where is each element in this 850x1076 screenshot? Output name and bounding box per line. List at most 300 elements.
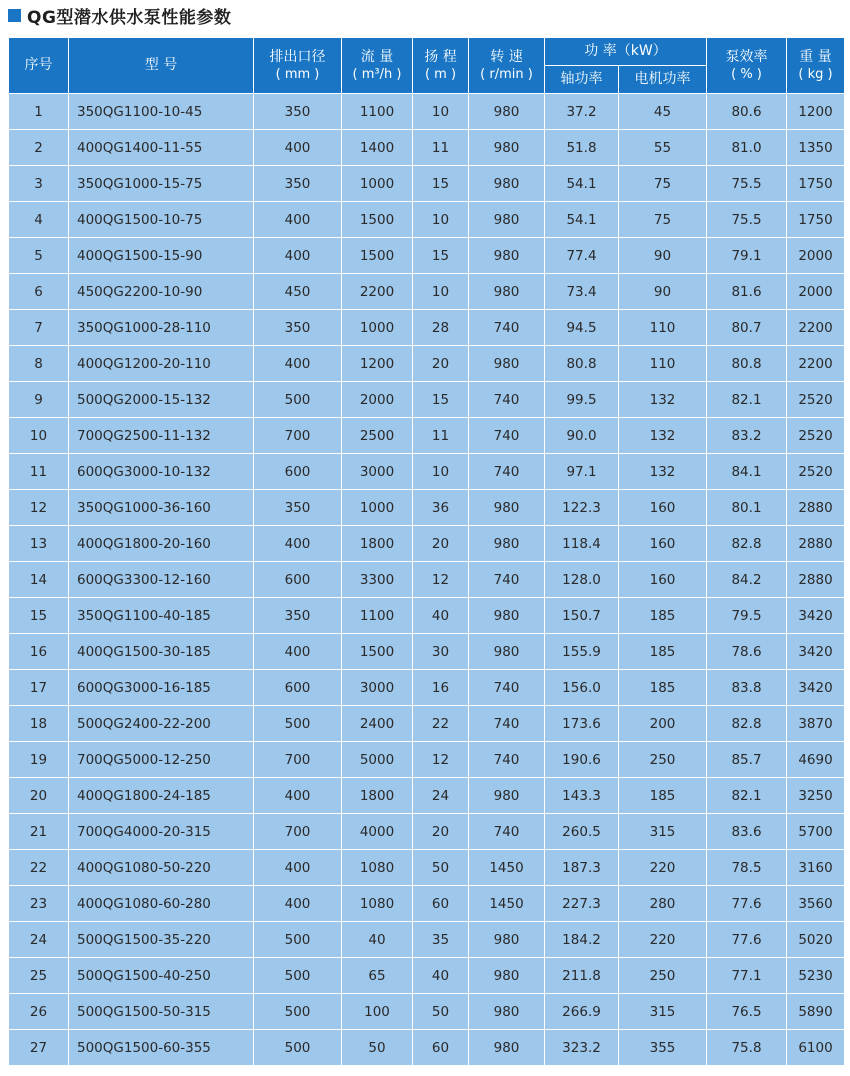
- table-body: [9, 94, 845, 1066]
- cell-weight: 4690: [787, 742, 845, 778]
- cell-speed: 1450: [469, 850, 545, 886]
- cell-outlet: 400: [254, 202, 342, 238]
- cell-weight: 5890: [787, 994, 845, 1030]
- cell-motor-power: 185: [619, 778, 707, 814]
- header-speed-unit: ( r/min ): [480, 66, 533, 82]
- cell-weight: 3420: [787, 598, 845, 634]
- cell-efficiency: 83.8: [707, 670, 787, 706]
- cell-model: 400QG1200-20-110: [69, 346, 254, 382]
- header-outlet-label: 排出口径: [269, 48, 326, 65]
- cell-weight: 1350: [787, 130, 845, 166]
- cell-head: 30: [413, 634, 469, 670]
- cell-speed: 980: [469, 274, 545, 310]
- cell-flow: 2000: [342, 382, 413, 418]
- cell-no: 12: [9, 490, 69, 526]
- cell-model: 500QG1500-40-250: [69, 958, 254, 994]
- cell-speed: 740: [469, 742, 545, 778]
- cell-flow: 1080: [342, 850, 413, 886]
- cell-shaft-power: 266.9: [545, 994, 619, 1030]
- cell-model: 450QG2200-10-90: [69, 274, 254, 310]
- header-head: [413, 38, 469, 94]
- cell-weight: 2000: [787, 274, 845, 310]
- cell-model: 400QG1500-15-90: [69, 238, 254, 274]
- header-weight: [787, 38, 845, 94]
- cell-speed: 980: [469, 922, 545, 958]
- cell-efficiency: 75.5: [707, 202, 787, 238]
- cell-head: 10: [413, 454, 469, 490]
- cell-model: 400QG1800-24-185: [69, 778, 254, 814]
- cell-weight: 3420: [787, 670, 845, 706]
- cell-shaft-power: 323.2: [545, 1030, 619, 1066]
- cell-flow: 3000: [342, 454, 413, 490]
- cell-outlet: 500: [254, 382, 342, 418]
- table-row: [9, 706, 845, 742]
- cell-outlet: 400: [254, 526, 342, 562]
- cell-model: 700QG5000-12-250: [69, 742, 254, 778]
- cell-efficiency: 82.1: [707, 778, 787, 814]
- cell-weight: 2520: [787, 418, 845, 454]
- cell-motor-power: 132: [619, 454, 707, 490]
- performance-table: [8, 37, 845, 1066]
- header-outlet-unit: ( mm ): [275, 66, 320, 82]
- cell-no: 27: [9, 1030, 69, 1066]
- cell-no: 5: [9, 238, 69, 274]
- cell-efficiency: 83.2: [707, 418, 787, 454]
- cell-outlet: 500: [254, 994, 342, 1030]
- cell-speed: 980: [469, 598, 545, 634]
- cell-efficiency: 78.5: [707, 850, 787, 886]
- header-flow: [342, 38, 413, 94]
- header-shaft-power: 轴功率: [545, 66, 619, 94]
- cell-shaft-power: 150.7: [545, 598, 619, 634]
- cell-motor-power: 110: [619, 346, 707, 382]
- cell-speed: 740: [469, 310, 545, 346]
- header-efficiency-label: 泵效率: [725, 48, 768, 65]
- cell-outlet: 350: [254, 166, 342, 202]
- header-flow-label: 流 量: [360, 48, 394, 65]
- header-weight-label: 重 量: [799, 48, 832, 65]
- cell-outlet: 400: [254, 850, 342, 886]
- cell-head: 10: [413, 94, 469, 130]
- cell-shaft-power: 118.4: [545, 526, 619, 562]
- cell-no: 23: [9, 886, 69, 922]
- table-row: [9, 814, 845, 850]
- cell-flow: 1800: [342, 778, 413, 814]
- cell-head: 60: [413, 886, 469, 922]
- cell-weight: 2880: [787, 526, 845, 562]
- cell-weight: 5700: [787, 814, 845, 850]
- cell-model: 500QG2000-15-132: [69, 382, 254, 418]
- cell-weight: 2880: [787, 562, 845, 598]
- table-row: [9, 382, 845, 418]
- cell-outlet: 500: [254, 922, 342, 958]
- cell-shaft-power: 260.5: [545, 814, 619, 850]
- cell-flow: 65: [342, 958, 413, 994]
- cell-head: 28: [413, 310, 469, 346]
- cell-speed: 740: [469, 418, 545, 454]
- cell-flow: 1500: [342, 634, 413, 670]
- cell-speed: 980: [469, 958, 545, 994]
- cell-no: 24: [9, 922, 69, 958]
- cell-head: 22: [413, 706, 469, 742]
- cell-head: 11: [413, 130, 469, 166]
- cell-head: 10: [413, 202, 469, 238]
- cell-head: 11: [413, 418, 469, 454]
- table-row: [9, 598, 845, 634]
- cell-motor-power: 90: [619, 274, 707, 310]
- cell-no: 25: [9, 958, 69, 994]
- cell-motor-power: 55: [619, 130, 707, 166]
- cell-flow: 3300: [342, 562, 413, 598]
- cell-motor-power: 250: [619, 958, 707, 994]
- cell-head: 50: [413, 850, 469, 886]
- cell-outlet: 700: [254, 418, 342, 454]
- table-row: [9, 94, 845, 130]
- cell-shaft-power: 51.8: [545, 130, 619, 166]
- cell-weight: 3870: [787, 706, 845, 742]
- cell-shaft-power: 128.0: [545, 562, 619, 598]
- cell-motor-power: 110: [619, 310, 707, 346]
- cell-no: 10: [9, 418, 69, 454]
- cell-model: 600QG3000-16-185: [69, 670, 254, 706]
- cell-speed: 740: [469, 670, 545, 706]
- cell-efficiency: 75.8: [707, 1030, 787, 1066]
- table-row: [9, 994, 845, 1030]
- table-row: [9, 166, 845, 202]
- cell-motor-power: 45: [619, 94, 707, 130]
- cell-shaft-power: 184.2: [545, 922, 619, 958]
- cell-model: 400QG1080-50-220: [69, 850, 254, 886]
- cell-shaft-power: 54.1: [545, 166, 619, 202]
- cell-efficiency: 75.5: [707, 166, 787, 202]
- cell-no: 2: [9, 130, 69, 166]
- header-weight-unit: ( kg ): [798, 66, 833, 82]
- table-row: [9, 130, 845, 166]
- cell-shaft-power: 90.0: [545, 418, 619, 454]
- cell-weight: 3560: [787, 886, 845, 922]
- cell-weight: 3250: [787, 778, 845, 814]
- cell-speed: 980: [469, 238, 545, 274]
- cell-speed: 980: [469, 94, 545, 130]
- cell-flow: 100: [342, 994, 413, 1030]
- cell-weight: 2520: [787, 454, 845, 490]
- cell-motor-power: 185: [619, 670, 707, 706]
- cell-no: 9: [9, 382, 69, 418]
- cell-shaft-power: 97.1: [545, 454, 619, 490]
- cell-head: 15: [413, 238, 469, 274]
- cell-outlet: 400: [254, 634, 342, 670]
- cell-efficiency: 79.1: [707, 238, 787, 274]
- cell-speed: 740: [469, 562, 545, 598]
- cell-weight: 1750: [787, 202, 845, 238]
- cell-efficiency: 80.6: [707, 94, 787, 130]
- cell-speed: 740: [469, 382, 545, 418]
- cell-no: 3: [9, 166, 69, 202]
- table-row: [9, 418, 845, 454]
- table-row: [9, 886, 845, 922]
- cell-efficiency: 82.8: [707, 706, 787, 742]
- page-title: QG型潜水供水泵性能参数: [27, 7, 232, 28]
- cell-outlet: 400: [254, 778, 342, 814]
- cell-speed: 980: [469, 166, 545, 202]
- cell-efficiency: 78.6: [707, 634, 787, 670]
- cell-speed: 980: [469, 994, 545, 1030]
- header-outlet: [254, 38, 342, 94]
- cell-motor-power: 160: [619, 526, 707, 562]
- cell-outlet: 700: [254, 814, 342, 850]
- cell-motor-power: 200: [619, 706, 707, 742]
- cell-flow: 50: [342, 1030, 413, 1066]
- cell-flow: 2500: [342, 418, 413, 454]
- table-row: [9, 346, 845, 382]
- table-row: [9, 850, 845, 886]
- cell-head: 10: [413, 274, 469, 310]
- cell-speed: 980: [469, 1030, 545, 1066]
- cell-head: 20: [413, 346, 469, 382]
- cell-efficiency: 82.1: [707, 382, 787, 418]
- cell-outlet: 350: [254, 598, 342, 634]
- cell-head: 12: [413, 562, 469, 598]
- cell-motor-power: 355: [619, 1030, 707, 1066]
- cell-motor-power: 185: [619, 634, 707, 670]
- cell-motor-power: 160: [619, 490, 707, 526]
- cell-model: 350QG1100-10-45: [69, 94, 254, 130]
- header-head-unit: ( m ): [424, 66, 457, 82]
- cell-motor-power: 280: [619, 886, 707, 922]
- cell-weight: 2520: [787, 382, 845, 418]
- table-row: [9, 238, 845, 274]
- cell-shaft-power: 173.6: [545, 706, 619, 742]
- cell-speed: 980: [469, 346, 545, 382]
- cell-efficiency: 84.2: [707, 562, 787, 598]
- cell-flow: 4000: [342, 814, 413, 850]
- cell-flow: 1080: [342, 886, 413, 922]
- cell-head: 20: [413, 814, 469, 850]
- cell-weight: 2880: [787, 490, 845, 526]
- cell-motor-power: 160: [619, 562, 707, 598]
- header-efficiency-unit: ( % ): [731, 66, 762, 82]
- cell-no: 19: [9, 742, 69, 778]
- cell-flow: 1100: [342, 94, 413, 130]
- cell-no: 11: [9, 454, 69, 490]
- cell-efficiency: 80.1: [707, 490, 787, 526]
- cell-shaft-power: 37.2: [545, 94, 619, 130]
- cell-model: 350QG1100-40-185: [69, 598, 254, 634]
- header-speed-label: 转 速: [490, 48, 523, 65]
- table-row: [9, 1030, 845, 1066]
- header-speed: [469, 38, 545, 94]
- cell-flow: 5000: [342, 742, 413, 778]
- cell-model: 500QG2400-22-200: [69, 706, 254, 742]
- table-row: [9, 922, 845, 958]
- cell-shaft-power: 211.8: [545, 958, 619, 994]
- cell-model: 700QG2500-11-132: [69, 418, 254, 454]
- cell-shaft-power: 187.3: [545, 850, 619, 886]
- table-row: [9, 670, 845, 706]
- cell-efficiency: 80.8: [707, 346, 787, 382]
- header-power: 功 率（kW）: [545, 38, 707, 66]
- cell-efficiency: 85.7: [707, 742, 787, 778]
- cell-no: 1: [9, 94, 69, 130]
- cell-head: 15: [413, 166, 469, 202]
- cell-shaft-power: 143.3: [545, 778, 619, 814]
- cell-outlet: 400: [254, 346, 342, 382]
- header-efficiency: [707, 38, 787, 94]
- cell-efficiency: 76.5: [707, 994, 787, 1030]
- header-no: 序号: [9, 38, 69, 94]
- table-row: [9, 310, 845, 346]
- cell-model: 400QG1500-30-185: [69, 634, 254, 670]
- cell-shaft-power: 155.9: [545, 634, 619, 670]
- cell-no: 26: [9, 994, 69, 1030]
- cell-model: 500QG1500-50-315: [69, 994, 254, 1030]
- cell-flow: 1500: [342, 202, 413, 238]
- cell-weight: 2000: [787, 238, 845, 274]
- cell-no: 7: [9, 310, 69, 346]
- title-bar: [8, 4, 231, 26]
- table-row: [9, 742, 845, 778]
- cell-head: 60: [413, 1030, 469, 1066]
- cell-flow: 3000: [342, 670, 413, 706]
- cell-efficiency: 82.8: [707, 526, 787, 562]
- cell-motor-power: 90: [619, 238, 707, 274]
- cell-shaft-power: 122.3: [545, 490, 619, 526]
- cell-flow: 1100: [342, 598, 413, 634]
- cell-speed: 980: [469, 490, 545, 526]
- title-square-icon: [8, 9, 21, 22]
- cell-flow: 2400: [342, 706, 413, 742]
- cell-head: 40: [413, 598, 469, 634]
- cell-efficiency: 80.7: [707, 310, 787, 346]
- cell-shaft-power: 54.1: [545, 202, 619, 238]
- cell-no: 21: [9, 814, 69, 850]
- cell-head: 16: [413, 670, 469, 706]
- cell-weight: 3420: [787, 634, 845, 670]
- cell-head: 40: [413, 958, 469, 994]
- cell-weight: 5230: [787, 958, 845, 994]
- table-row: [9, 454, 845, 490]
- cell-speed: 980: [469, 778, 545, 814]
- cell-shaft-power: 99.5: [545, 382, 619, 418]
- cell-model: 350QG1000-36-160: [69, 490, 254, 526]
- cell-shaft-power: 227.3: [545, 886, 619, 922]
- cell-flow: 1800: [342, 526, 413, 562]
- table-row: [9, 526, 845, 562]
- table-row: [9, 490, 845, 526]
- cell-no: 4: [9, 202, 69, 238]
- cell-head: 36: [413, 490, 469, 526]
- cell-model: 700QG4000-20-315: [69, 814, 254, 850]
- cell-flow: 40: [342, 922, 413, 958]
- cell-efficiency: 79.5: [707, 598, 787, 634]
- cell-model: 400QG1080-60-280: [69, 886, 254, 922]
- cell-no: 14: [9, 562, 69, 598]
- cell-outlet: 400: [254, 130, 342, 166]
- cell-weight: 6100: [787, 1030, 845, 1066]
- cell-outlet: 600: [254, 562, 342, 598]
- cell-shaft-power: 94.5: [545, 310, 619, 346]
- cell-no: 6: [9, 274, 69, 310]
- table-row: [9, 562, 845, 598]
- cell-no: 18: [9, 706, 69, 742]
- cell-flow: 1500: [342, 238, 413, 274]
- cell-weight: 5020: [787, 922, 845, 958]
- header-flow-unit: ( m³/h ): [352, 66, 402, 82]
- cell-weight: 2200: [787, 346, 845, 382]
- cell-outlet: 700: [254, 742, 342, 778]
- cell-motor-power: 220: [619, 922, 707, 958]
- header-model: 型 号: [69, 38, 254, 94]
- cell-head: 24: [413, 778, 469, 814]
- cell-model: 500QG1500-60-355: [69, 1030, 254, 1066]
- cell-no: 22: [9, 850, 69, 886]
- cell-flow: 1000: [342, 490, 413, 526]
- cell-flow: 2200: [342, 274, 413, 310]
- cell-outlet: 400: [254, 886, 342, 922]
- cell-efficiency: 83.6: [707, 814, 787, 850]
- cell-no: 8: [9, 346, 69, 382]
- cell-outlet: 500: [254, 706, 342, 742]
- cell-model: 400QG1400-11-55: [69, 130, 254, 166]
- cell-speed: 980: [469, 526, 545, 562]
- cell-outlet: 500: [254, 958, 342, 994]
- cell-outlet: 500: [254, 1030, 342, 1066]
- cell-speed: 980: [469, 634, 545, 670]
- cell-model: 350QG1000-15-75: [69, 166, 254, 202]
- cell-model: 400QG1500-10-75: [69, 202, 254, 238]
- cell-shaft-power: 80.8: [545, 346, 619, 382]
- cell-no: 20: [9, 778, 69, 814]
- cell-head: 35: [413, 922, 469, 958]
- table-row: [9, 634, 845, 670]
- cell-speed: 1450: [469, 886, 545, 922]
- cell-weight: 2200: [787, 310, 845, 346]
- cell-head: 20: [413, 526, 469, 562]
- cell-efficiency: 77.1: [707, 958, 787, 994]
- cell-model: 500QG1500-35-220: [69, 922, 254, 958]
- cell-outlet: 600: [254, 454, 342, 490]
- cell-weight: 1200: [787, 94, 845, 130]
- cell-efficiency: 81.0: [707, 130, 787, 166]
- cell-model: 350QG1000-28-110: [69, 310, 254, 346]
- cell-speed: 980: [469, 202, 545, 238]
- cell-motor-power: 315: [619, 814, 707, 850]
- cell-outlet: 400: [254, 238, 342, 274]
- cell-shaft-power: 156.0: [545, 670, 619, 706]
- table-row: [9, 778, 845, 814]
- cell-model: 400QG1800-20-160: [69, 526, 254, 562]
- cell-model: 600QG3000-10-132: [69, 454, 254, 490]
- cell-motor-power: 75: [619, 202, 707, 238]
- cell-motor-power: 75: [619, 166, 707, 202]
- cell-outlet: 450: [254, 274, 342, 310]
- cell-outlet: 350: [254, 490, 342, 526]
- cell-no: 16: [9, 634, 69, 670]
- cell-shaft-power: 190.6: [545, 742, 619, 778]
- cell-no: 15: [9, 598, 69, 634]
- cell-speed: 740: [469, 706, 545, 742]
- cell-efficiency: 84.1: [707, 454, 787, 490]
- cell-motor-power: 132: [619, 418, 707, 454]
- cell-motor-power: 220: [619, 850, 707, 886]
- cell-head: 50: [413, 994, 469, 1030]
- table-row: [9, 274, 845, 310]
- table-row: [9, 958, 845, 994]
- cell-speed: 980: [469, 130, 545, 166]
- cell-motor-power: 132: [619, 382, 707, 418]
- cell-outlet: 350: [254, 94, 342, 130]
- cell-weight: 1750: [787, 166, 845, 202]
